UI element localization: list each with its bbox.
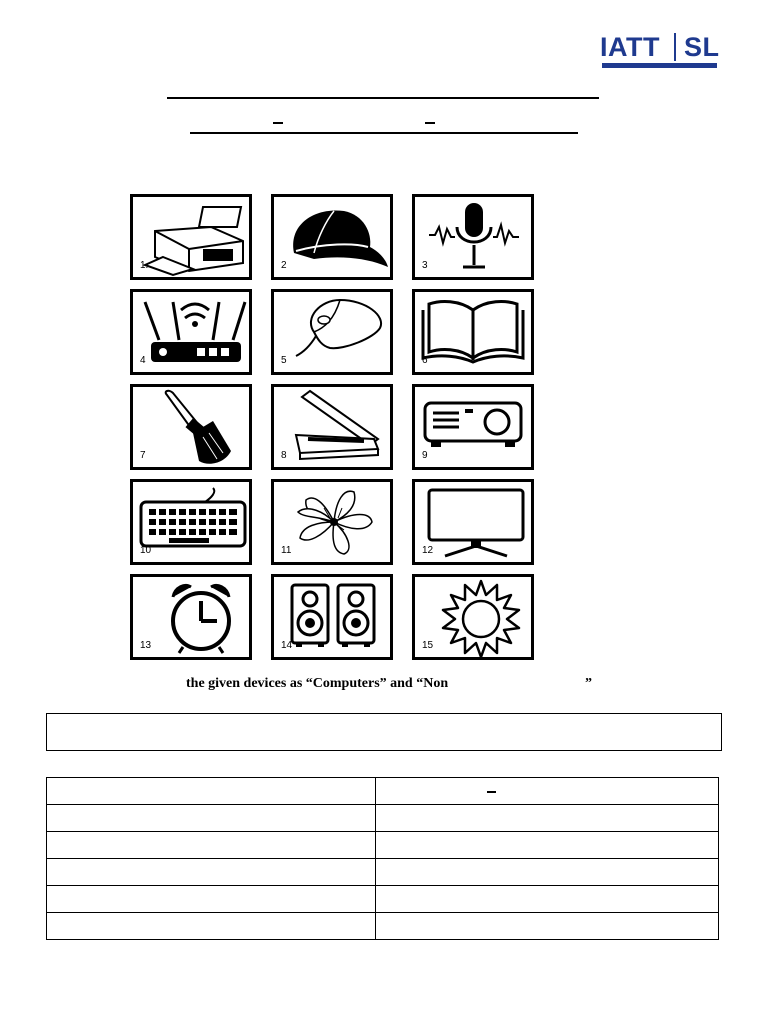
microphone-icon — [415, 197, 531, 277]
tile-12 — [412, 479, 534, 565]
tile-number: 1. — [140, 260, 149, 271]
table-cell[interactable] — [47, 778, 376, 805]
table-cell[interactable] — [47, 805, 376, 832]
paintbrush-icon — [133, 387, 249, 467]
table-row — [47, 859, 719, 886]
title-dash-1 — [273, 122, 283, 124]
tile-number: 7 — [140, 450, 146, 461]
tile-number: 2 — [281, 260, 287, 271]
tile-number: 4 — [140, 355, 146, 366]
table-row — [47, 805, 719, 832]
tile-6 — [412, 289, 534, 375]
tile-number: 11 — [281, 545, 292, 556]
instruction-text: the given devices as “Computers” and “Non — [186, 676, 449, 691]
tile-5 — [271, 289, 393, 375]
router-icon — [133, 292, 249, 372]
scanner-icon — [274, 387, 390, 467]
table-cell[interactable] — [376, 832, 719, 859]
printer-icon — [133, 197, 249, 277]
tile-number: 10 — [140, 545, 152, 556]
logo-text: IATT SL — [600, 32, 720, 62]
tile-number: 12 — [422, 545, 434, 556]
table-cell[interactable] — [47, 913, 376, 940]
table-row — [47, 913, 719, 940]
tile-number: 9 — [422, 450, 428, 461]
logo — [600, 32, 720, 72]
table-cell[interactable] — [376, 805, 719, 832]
table-cell[interactable] — [376, 913, 719, 940]
tile-7 — [130, 384, 252, 470]
tile-13 — [130, 574, 252, 660]
answer-box[interactable] — [46, 713, 722, 751]
flower-icon — [274, 482, 390, 562]
logo-tagline-bar — [602, 63, 717, 68]
tile-number: 15 — [422, 640, 434, 651]
tile-number: 8 — [281, 450, 287, 461]
title-line-2 — [190, 132, 578, 134]
tile-number: 6 — [422, 355, 428, 366]
tile-15 — [412, 574, 534, 660]
title-line-1 — [167, 97, 599, 99]
book-icon — [415, 292, 531, 372]
tile-11 — [271, 479, 393, 565]
table-cell[interactable] — [47, 832, 376, 859]
table-cell[interactable] — [376, 859, 719, 886]
table-cell[interactable] — [376, 886, 719, 913]
tile-1 — [130, 194, 252, 280]
cap-icon — [274, 197, 390, 277]
mouse-icon — [274, 292, 390, 372]
tile-number: 13 — [140, 640, 152, 651]
tile-14 — [271, 574, 393, 660]
header-dash — [487, 791, 496, 793]
table-cell[interactable] — [47, 859, 376, 886]
table-header-row — [47, 778, 719, 805]
tile-2 — [271, 194, 393, 280]
table-cell[interactable] — [376, 778, 719, 805]
table-cell[interactable] — [47, 886, 376, 913]
table-row — [47, 886, 719, 913]
tile-number: 5 — [281, 355, 287, 366]
classification-table — [46, 777, 719, 940]
tile-9 — [412, 384, 534, 470]
tile-4 — [130, 289, 252, 375]
tile-3 — [412, 194, 534, 280]
tile-8 — [271, 384, 393, 470]
projector-icon — [415, 387, 531, 467]
tile-number: 3 — [422, 260, 428, 271]
tile-number: 14 — [281, 640, 293, 651]
tile-10 — [130, 479, 252, 565]
table-row — [47, 832, 719, 859]
instruction-closing-quote: ” — [585, 676, 592, 691]
logo-divider — [674, 33, 676, 61]
title-dash-2 — [425, 122, 435, 124]
